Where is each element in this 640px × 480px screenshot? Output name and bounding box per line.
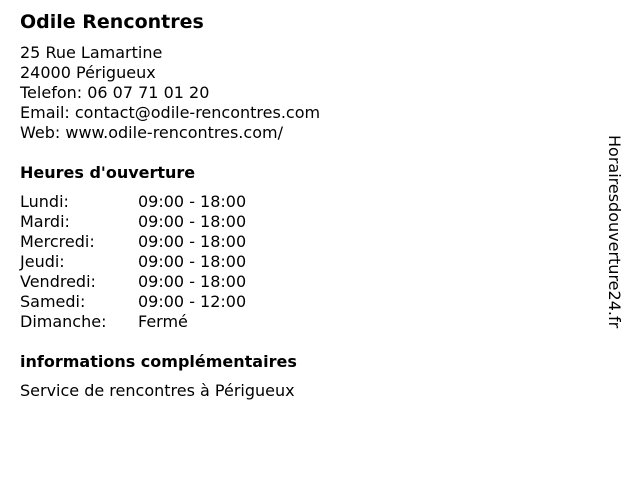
day-label: Jeudi:	[20, 252, 65, 271]
business-name: Odile Rencontres	[20, 11, 204, 33]
time-value: 09:00 - 18:00	[138, 272, 247, 291]
info-text: Service de rencontres à Périgueux	[20, 381, 295, 400]
watermark-text: Horairesdouverture24.fr	[605, 135, 624, 329]
hours-row-thursday	[20, 252, 590, 272]
hours-row-sunday	[20, 312, 590, 332]
day-label: Samedi:	[20, 292, 86, 311]
day-label: Lundi:	[20, 192, 69, 211]
day-label: Mardi:	[20, 212, 70, 231]
day-label: Mercredi:	[20, 232, 95, 251]
hours-heading: Heures d'ouverture	[20, 163, 196, 182]
time-value: 09:00 - 18:00	[138, 212, 247, 231]
business-card	[20, 10, 590, 401]
website-line: Web: www.odile-rencontres.com/	[20, 123, 283, 142]
hours-table	[20, 192, 590, 332]
hours-row-tuesday	[20, 212, 590, 232]
day-label: Vendredi:	[20, 272, 96, 291]
info-heading: informations complémentaires	[20, 352, 297, 371]
phone-line: Telefon: 06 07 71 01 20	[20, 83, 210, 102]
address-street: 25 Rue Lamartine	[20, 43, 163, 62]
hours-row-monday	[20, 192, 590, 212]
time-value: 09:00 - 12:00	[138, 292, 247, 311]
time-value: 09:00 - 18:00	[138, 232, 247, 251]
hours-row-wednesday	[20, 232, 590, 252]
day-label: Dimanche:	[20, 312, 107, 331]
time-value: Fermé	[138, 312, 188, 331]
hours-row-saturday	[20, 292, 590, 312]
address-city: 24000 Périgueux	[20, 63, 156, 82]
hours-row-friday	[20, 272, 590, 292]
time-value: 09:00 - 18:00	[138, 192, 247, 211]
email-line: Email: contact@odile-rencontres.com	[20, 103, 321, 122]
time-value: 09:00 - 18:00	[138, 252, 247, 271]
